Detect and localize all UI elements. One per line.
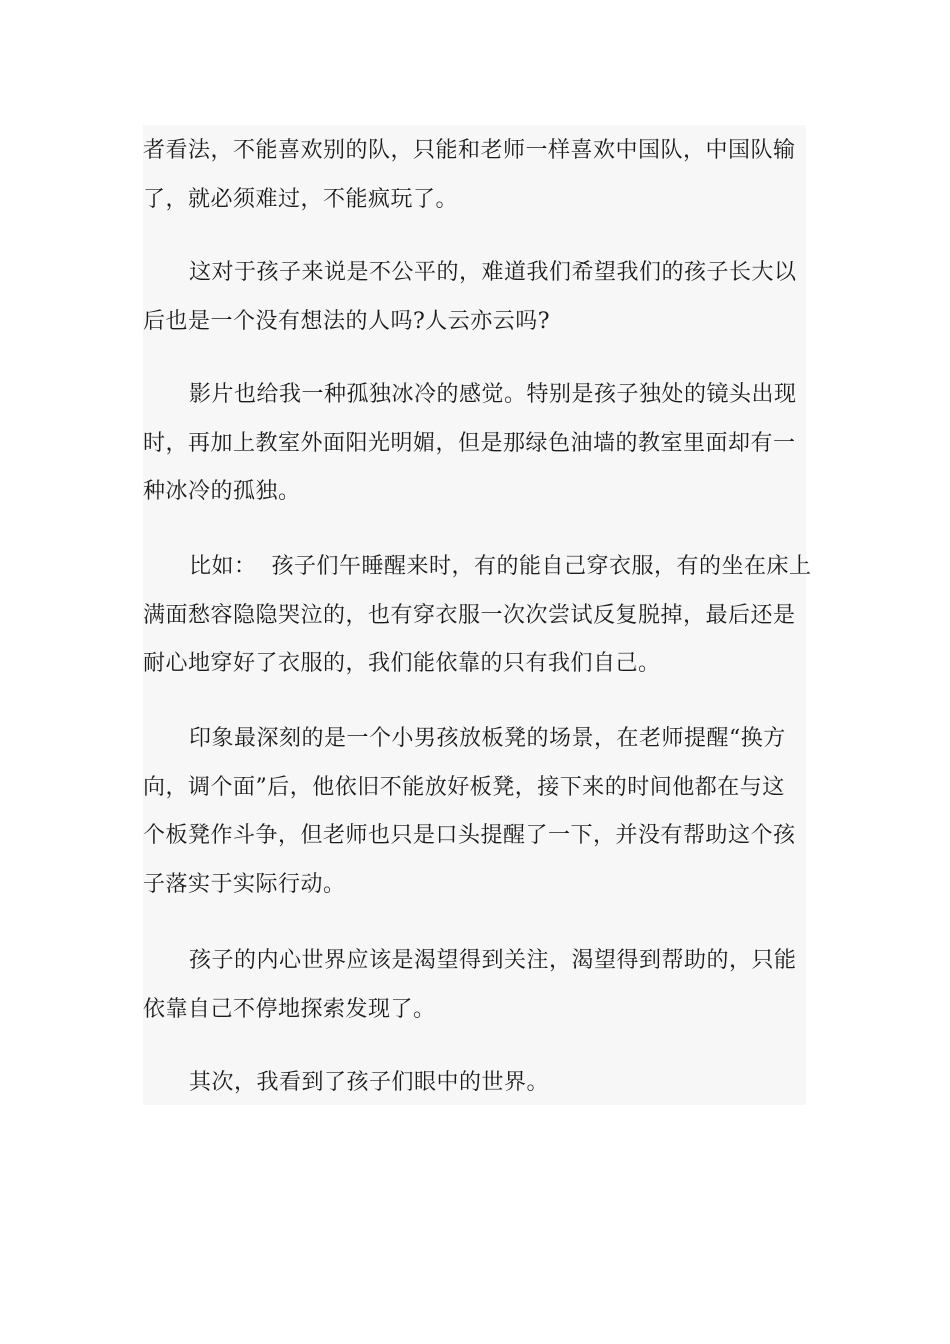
- text-line: 孩子的内心世界应该是渴望得到关注，渴望得到帮助的，只能: [189, 948, 797, 973]
- text-line: 了，就必须难过，不能疯玩了。: [143, 186, 459, 212]
- paragraph-1: [143, 127, 796, 224]
- paragraph-4: [143, 543, 812, 689]
- text-line: 后也是一个没有想法的人吗?人云亦云吗?: [143, 308, 551, 334]
- text-line: 影片也给我一种孤独冰冷的感觉。特别是孩子独处的镜头出现: [189, 382, 797, 407]
- text-line: 时，再加上教室外面阳光明媚，但是那绿色油墙的教室里面却有一: [143, 430, 796, 456]
- text-line: 这对于孩子来说是不公平的，难道我们希望我们的孩子长大以: [189, 260, 797, 285]
- paragraph-6: [143, 937, 797, 1034]
- text-line: 子落实于实际行动。: [143, 871, 346, 897]
- text-line: 耐心地穿好了衣服的，我们能依靠的只有我们自己。: [143, 651, 661, 676]
- paragraph-2: [143, 249, 797, 346]
- paragraph-5: [143, 715, 796, 909]
- text-line: 满面愁容隐隐哭泣的，也有穿衣服一次次尝试反复脱掉，最后还是: [143, 602, 796, 628]
- paragraph-3: [143, 371, 797, 517]
- text-line: 其次，我看到了孩子们眼中的世界。: [189, 1070, 550, 1095]
- text-line: 印象最深刻的是一个小男孩放板凳的场景，在老师提醒“换方: [189, 726, 786, 751]
- text-line: 者看法，不能喜欢别的队，只能和老师一样喜欢中国队，中国队输: [143, 138, 796, 163]
- text-line: 依靠自己不停地探索发现了。: [143, 996, 436, 1022]
- text-line: 比如： 孩子们午睡醒来时，有的能自己穿衣服，有的坐在床上: [189, 554, 812, 579]
- text-line: 种冰冷的孤独。: [143, 479, 301, 504]
- document-text-block: [143, 125, 812, 1105]
- paragraph-7: [143, 1059, 549, 1108]
- text-line: 个板凳作斗争，但老师也只是口头提醒了一下，并没有帮助这个孩: [143, 823, 796, 848]
- text-line: 向，调个面”后，他依旧不能放好板凳，接下来的时间他都在与这: [143, 774, 785, 800]
